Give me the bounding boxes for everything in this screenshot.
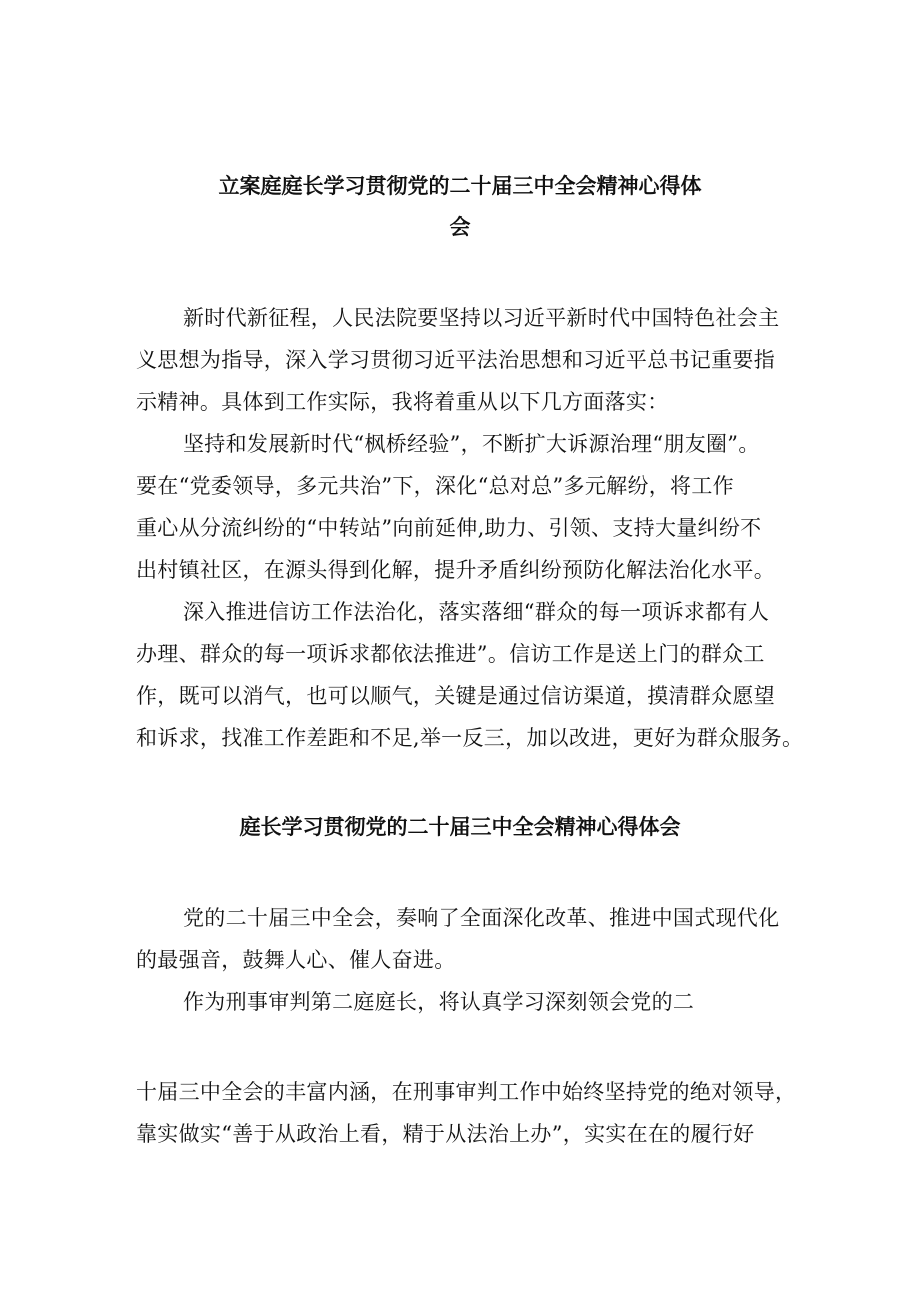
paragraph-1-line-3: 示精神。具体到工作实际，我将着重从以下几方面落实： <box>136 390 669 414</box>
article-title-1-line-2: 会 <box>449 214 471 239</box>
paragraph-2-line-2: 要在“党委领导，多元共治”下，深化“总对总”多元解纷，将工作 <box>136 474 734 498</box>
paragraph-4-line-1: 党的二十届三中全会，奏响了全面深化改革、推进中国式现代化 <box>183 906 780 930</box>
paragraph-3-line-3: 作，既可以消气，也可以顺气，关键是通过信访渠道，摸清群众愿望 <box>136 684 775 708</box>
paragraph-1-line-1: 新时代新征程，人民法院要坚持以习近平新时代中国特色社会主 <box>183 306 780 330</box>
paragraph-5-line-1: 作为刑事审判第二庭庭长，将认真学习深刻领会党的二 <box>183 990 695 1014</box>
paragraph-2-line-1: 坚持和发展新时代“枫桥经验”，不断扩大诉源治理“朋友圈”。 <box>183 432 760 456</box>
paragraph-6-line-2: 靠实做实“善于从政治上看，精于从法治上办”，实实在在的履行好 <box>136 1122 755 1146</box>
paragraph-3-line-2: 办理、群众的每一项诉求都依法推进”。信访工作是送上门的群众工 <box>136 642 765 666</box>
paragraph-4-line-2: 的最强音，鼓舞人心、催人奋进。 <box>136 948 456 972</box>
paragraph-6-line-1: 十届三中全会的丰富内涵，在刑事审判工作中始终坚持党的绝对领导， <box>136 1080 797 1104</box>
paragraph-2-line-4: 出村镇社区，在源头得到化解，提升矛盾纠纷预防化解法治化水平。 <box>136 558 775 582</box>
article-title-2: 庭长学习贯彻党的二十届三中全会精神心得体会 <box>239 814 681 839</box>
paragraph-3-line-1: 深入推进信访工作法治化，落实落细“群众的每一项诉求都有人 <box>183 600 770 624</box>
paragraph-1-line-2: 义思想为指导，深入学习贯彻习近平法治思想和习近平总书记重要指 <box>136 348 775 372</box>
paragraph-3-line-4: 和诉求，找准工作差距和不足,举一反三，加以改进，更好为群众服务。 <box>136 726 804 750</box>
paragraph-2-line-3: 重心从分流纠纷的“中转站”向前延伸,助力、引领、支持大量纠纷不 <box>136 516 762 540</box>
article-title-1-line-1: 立案庭庭长学习贯彻党的二十届三中全会精神心得体 <box>218 173 702 198</box>
